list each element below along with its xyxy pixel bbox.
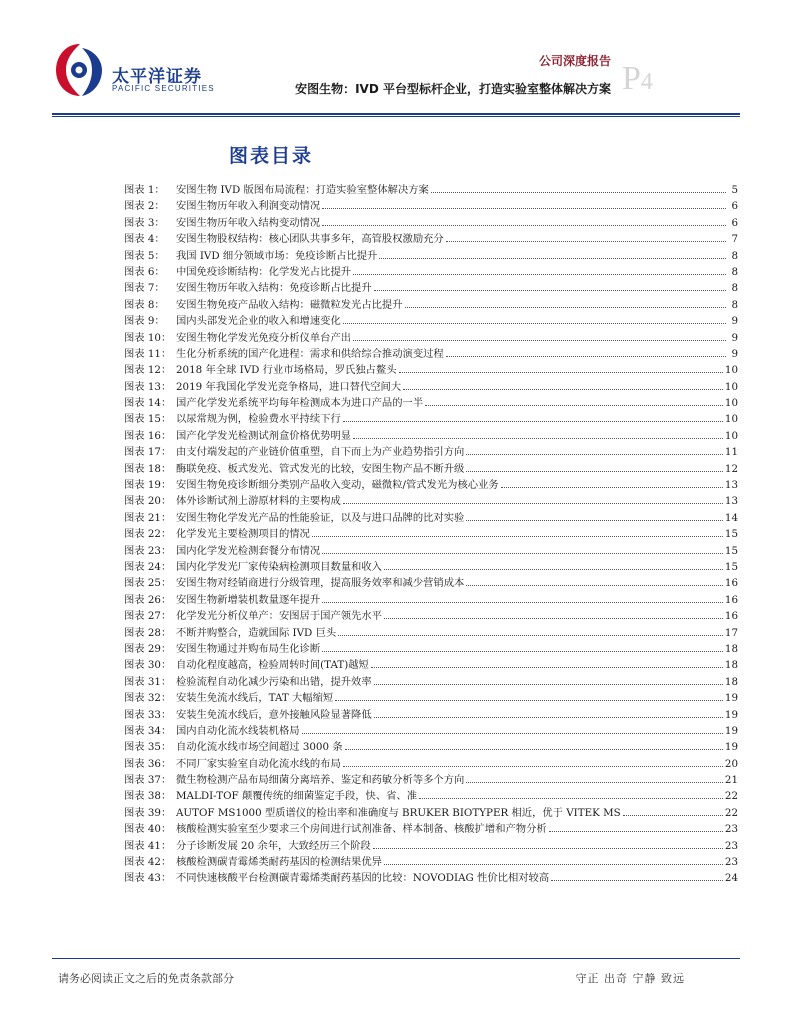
toc-entry-label: 图表 22： — [124, 528, 172, 541]
toc-entry[interactable] — [124, 805, 738, 821]
toc-entry-label: 图表 1： — [124, 184, 165, 196]
report-type-label: 公司深度报告 — [538, 54, 611, 68]
toc-entry[interactable] — [124, 297, 738, 313]
header-divider — [52, 113, 740, 115]
toc-entry-title: 核酸检测碳青霉烯类耐药基因的检测结果优异 — [176, 856, 382, 869]
toc-entry-label: 图表 31： — [124, 675, 172, 688]
toc-entry-title: 国内化学发光检测套餐分布情况 — [176, 544, 321, 557]
toc-entry-title: 安图生物免疫诊断细分类别产品收入变动，磁微粒/管式发光为核心业务 — [176, 479, 499, 492]
toc-entry-page: 15 — [724, 560, 738, 573]
toc-leader-dots — [384, 864, 723, 865]
toc-leader-dots — [405, 307, 726, 308]
toc-entry-page: 11 — [724, 446, 738, 459]
toc-entry[interactable] — [124, 526, 738, 542]
toc-entry-page: 10 — [724, 397, 738, 410]
toc-entry-page: 7 — [731, 233, 738, 246]
toc-entry[interactable] — [124, 641, 738, 657]
toc-entry-label: 图表 13： — [124, 380, 172, 393]
toc-entry-page: 23 — [724, 839, 738, 852]
toc-entry-title: 国内化学发光厂家传染病检测项目数量和收入 — [176, 560, 382, 573]
toc-entry[interactable] — [124, 870, 738, 886]
toc-entry[interactable] — [124, 215, 738, 231]
toc-leader-dots — [353, 340, 726, 341]
toc-entry[interactable] — [124, 510, 738, 526]
logo-english-name: PACIFIC SECURITIES — [112, 84, 215, 93]
toc-entry-label: 图表 39： — [124, 806, 172, 819]
toc-entry[interactable] — [124, 313, 738, 329]
toc-entry-title: 分子诊断发展 20 余年，大致经历三个阶段 — [176, 839, 371, 852]
toc-entry-label: 图表 21： — [124, 511, 172, 524]
toc-entry[interactable] — [124, 461, 738, 477]
toc-entry-title: 2019 年我国化学发光竞争格局，进口替代空间大 — [176, 380, 402, 393]
toc-entry-label: 图表 26： — [124, 593, 172, 606]
toc-entry-label: 图表 10： — [124, 331, 172, 344]
toc-entry[interactable] — [124, 362, 738, 378]
toc-entry-title: 由支付端发起的产业链价值重塑，自下而上为产业趋势指引方向 — [176, 446, 465, 459]
toc-entry-page: 18 — [724, 642, 738, 655]
toc-entry[interactable] — [124, 411, 738, 427]
toc-entry[interactable] — [124, 674, 738, 690]
toc-entry-page: 16 — [724, 593, 738, 606]
toc-entry-title: 安图生物化学发光产品的性能验证，以及与进口品牌的比对实验 — [176, 511, 465, 524]
toc-leader-dots — [343, 421, 723, 422]
toc-entry-page: 19 — [724, 708, 738, 721]
toc-entry-page: 9 — [731, 347, 738, 360]
toc-entry[interactable] — [124, 657, 738, 673]
logo-mark-icon — [52, 40, 108, 100]
toc-leader-dots — [322, 651, 723, 652]
toc-leader-dots — [466, 585, 723, 586]
toc-entry-label: 图表 14： — [124, 397, 172, 410]
toc-leader-dots — [335, 700, 723, 701]
toc-entry-page: 8 — [731, 282, 738, 295]
toc-entry-label: 图表 12： — [124, 364, 172, 377]
toc-entry-title: 以尿常规为例，检验费水平持续下行 — [176, 413, 341, 426]
toc-entry[interactable] — [124, 559, 738, 575]
toc-entry-label: 图表 5： — [124, 249, 165, 262]
toc-entry-title: 酶联免疫、板式发光、管式发光的比较，安图生物产品不断升级 — [176, 462, 465, 475]
toc-leader-dots — [419, 798, 723, 799]
toc-leader-dots — [353, 438, 723, 439]
toc-entry-label: 图表 16： — [124, 429, 172, 442]
toc-entry[interactable] — [124, 821, 738, 837]
toc-entry-page: 19 — [724, 724, 738, 737]
toc-entry[interactable] — [124, 444, 738, 460]
toc-entry-title: 安图生物股权结构：核心团队共事多年，高管股权激励充分 — [176, 233, 444, 246]
toc-entry[interactable] — [124, 543, 738, 559]
toc-leader-dots — [384, 569, 723, 570]
toc-entry-title: 国内自动化流水线装机格局 — [176, 724, 300, 737]
toc-entry[interactable] — [124, 772, 738, 788]
toc-entry-label: 图表 23： — [124, 544, 172, 557]
toc-entry-label: 图表 25： — [124, 577, 172, 590]
toc-leader-dots — [322, 602, 723, 603]
toc-entry-label: 图表 34： — [124, 724, 172, 737]
toc-leader-dots — [343, 323, 726, 324]
toc-leader-dots — [353, 274, 726, 275]
toc-entry-page: 6 — [731, 216, 738, 229]
toc-entry[interactable] — [124, 280, 738, 296]
toc-entry-label: 图表 7： — [124, 282, 165, 295]
toc-entry-title: 安图生物历年收入利润变动情况 — [176, 200, 321, 213]
toc-entry-page: 15 — [724, 528, 738, 541]
toc-entry-page: 16 — [724, 610, 738, 623]
toc-entry-label: 图表 41： — [124, 839, 172, 852]
page-letter: P — [622, 60, 641, 97]
toc-entry[interactable] — [124, 756, 738, 772]
toc-entry[interactable] — [124, 182, 738, 198]
disclaimer-note: 请务必阅读正文之后的免责条款部分 — [58, 972, 234, 985]
toc-entry-label: 图表 19： — [124, 479, 172, 492]
toc-entry-label: 图表 43： — [124, 872, 172, 885]
toc-leader-dots — [446, 356, 726, 357]
toc-entry-title: 自动化程度越高，检验周转时间(TAT)越短 — [176, 659, 369, 672]
toc-entry-page: 24 — [724, 872, 738, 885]
toc-entry[interactable] — [124, 723, 738, 739]
toc-entry[interactable] — [124, 264, 738, 280]
toc-leader-dots — [374, 684, 723, 685]
toc-entry-page: 8 — [731, 298, 738, 311]
toc-leader-dots — [466, 782, 723, 783]
toc-entry-page: 8 — [731, 249, 738, 262]
toc-leader-dots — [431, 192, 726, 193]
toc-entry-label: 图表 2： — [124, 200, 165, 213]
toc-leader-dots — [322, 208, 726, 209]
toc-entry[interactable] — [124, 592, 738, 608]
toc-entry-title: 中国免疫诊断结构：化学发光占比提升 — [176, 265, 352, 278]
toc-entry-title: 不同快速核酸平台检测碳青霉烯类耐药基因的比较：NOVODIAG 性价比相对较高 — [176, 872, 550, 885]
toc-entry-page: 22 — [724, 790, 738, 803]
toc-entry[interactable] — [124, 346, 738, 362]
toc-entry-page: 13 — [724, 495, 738, 508]
toc-entry-page: 10 — [724, 380, 738, 393]
document-title: 安图生物：IVD 平台型标杆企业，打造实验室整体解决方案 — [295, 82, 611, 96]
toc-leader-dots — [551, 880, 723, 881]
toc-entry-label: 图表 28： — [124, 626, 172, 639]
toc-leader-dots — [466, 471, 723, 472]
toc-entry-title: 核酸检测实验室至少要求三个房间进行试剂准备、样本制备、核酸扩增和产物分析 — [176, 823, 547, 836]
toc-entry[interactable] — [124, 625, 738, 641]
toc-entry-label: 图表 40： — [124, 823, 172, 836]
toc-entry[interactable] — [124, 231, 738, 247]
toc-entry-page: 16 — [724, 577, 738, 590]
toc-entry[interactable] — [124, 707, 738, 723]
toc-entry-page: 20 — [724, 757, 738, 770]
toc-entry-label: 图表 29： — [124, 642, 172, 655]
toc-entry[interactable] — [124, 428, 738, 444]
toc-entry-label: 图表 27： — [124, 610, 172, 623]
company-slogan: 守正 出奇 宁静 致远 — [575, 972, 685, 985]
toc-leader-dots — [446, 241, 726, 242]
toc-entry-label: 图表 30： — [124, 659, 172, 672]
toc-entry-page: 10 — [724, 413, 738, 426]
toc-heading: 图表目录 — [229, 145, 314, 167]
toc-entry-title: 国产化学发光系统平均每年检测成本为进口产品的一半 — [176, 397, 424, 410]
toc-entry-title: 体外诊断试剂上游原材料的主要构成 — [176, 495, 341, 508]
toc-entry[interactable] — [124, 575, 738, 591]
toc-entry-page: 8 — [731, 265, 738, 278]
toc-entry-title: 安图生物历年收入结构变动情况 — [176, 216, 321, 229]
toc-entry-label: 图表 9： — [124, 315, 165, 328]
toc-entry-label: 图表 32： — [124, 692, 172, 705]
toc-entry[interactable] — [124, 690, 738, 706]
toc-entry-page: 23 — [724, 856, 738, 869]
toc-entry-label: 图表 11： — [124, 347, 172, 360]
toc-entry-label: 图表 33： — [124, 708, 172, 721]
toc-entry-page: 18 — [724, 675, 738, 688]
toc-leader-dots — [322, 225, 726, 226]
toc-entry[interactable] — [124, 379, 738, 395]
toc-entry-page: 5 — [731, 184, 738, 196]
toc-leader-dots — [384, 618, 723, 619]
header-divider-thin — [52, 116, 740, 117]
toc-entry-label: 图表 8： — [124, 298, 165, 311]
toc-entry[interactable] — [124, 739, 738, 755]
toc-entry-title: 不同厂家实验室自动化流水线的布局 — [176, 757, 341, 770]
toc-entry-page: 6 — [731, 200, 738, 213]
toc-entry-label: 图表 37： — [124, 774, 172, 787]
toc-entry-title: 我国 IVD 细分领域市场：免疫诊断占比提升 — [176, 249, 378, 262]
toc-entry-title: 国内头部发光企业的收入和增速变化 — [176, 315, 341, 328]
toc-entry-title: 安图生物新增装机数量逐年提升 — [176, 593, 321, 606]
footer-divider — [52, 958, 740, 959]
toc-leader-dots — [403, 389, 723, 390]
toc-entry[interactable] — [124, 477, 738, 493]
toc-entry-page: 14 — [724, 511, 738, 524]
toc-entry-title: 安图生物对经销商进行分级管理，提高服务效率和减少营销成本 — [176, 577, 465, 590]
toc-entry[interactable] — [124, 854, 738, 870]
toc-entry[interactable] — [124, 608, 738, 624]
toc-entry-label: 图表 24： — [124, 560, 172, 573]
toc-leader-dots — [466, 454, 723, 455]
toc-leader-dots — [338, 635, 723, 636]
company-logo — [52, 40, 215, 100]
table-of-figures — [124, 182, 738, 887]
toc-leader-dots — [322, 553, 723, 554]
toc-entry-title: 安图生物化学发光免疫分析仪单台产出 — [176, 331, 352, 344]
toc-entry-page: 13 — [724, 479, 738, 492]
toc-entry-page: 22 — [724, 806, 738, 819]
toc-entry-label: 图表 3： — [124, 216, 165, 229]
toc-leader-dots — [549, 831, 723, 832]
toc-entry-label: 图表 42： — [124, 856, 172, 869]
toc-entry-page: 19 — [724, 692, 738, 705]
toc-entry-label: 图表 6： — [124, 265, 165, 278]
toc-entry-label: 图表 18： — [124, 462, 172, 475]
toc-entry[interactable] — [124, 788, 738, 804]
toc-entry-label: 图表 4： — [124, 233, 165, 246]
toc-entry-title: 不断并购整合，造就国际 IVD 巨头 — [176, 626, 337, 639]
toc-entry-page: 23 — [724, 823, 738, 836]
toc-entry[interactable] — [124, 330, 738, 346]
toc-leader-dots — [343, 503, 723, 504]
toc-entry-title: 安图生物历年收入结构：免疫诊断占比提升 — [176, 282, 372, 295]
toc-leader-dots — [374, 290, 726, 291]
toc-entry-page: 21 — [724, 774, 738, 787]
toc-leader-dots — [623, 815, 723, 816]
toc-entry-title: AUTOF MS1000 型质谱仪的检出率和准确度与 BRUKER BIOTYPER 相近，优于 VITEK MS — [176, 806, 621, 819]
toc-entry-label: 图表 15： — [124, 413, 172, 426]
toc-entry[interactable] — [124, 395, 738, 411]
toc-entry-title: 安图生物免疫产品收入结构：磁微粒发光占比提升 — [176, 298, 403, 311]
page-number: 4 — [640, 69, 653, 95]
toc-leader-dots — [373, 848, 723, 849]
toc-entry-page: 12 — [724, 462, 738, 475]
toc-entry-title: 化学发光分析仪单产：安图居于国产领先水平 — [176, 610, 382, 623]
toc-entry-label: 图表 20： — [124, 495, 172, 508]
toc-leader-dots — [425, 405, 723, 406]
toc-entry-label: 图表 36： — [124, 757, 172, 770]
toc-entry-label: 图表 35： — [124, 741, 172, 754]
toc-entry[interactable] — [124, 248, 738, 264]
toc-entry-title: 检验流程自动化减少污染和出错，提升效率 — [176, 675, 372, 688]
toc-leader-dots — [302, 733, 723, 734]
toc-entry-page: 10 — [724, 364, 738, 377]
toc-leader-dots — [399, 372, 723, 373]
toc-entry[interactable] — [124, 198, 738, 214]
toc-leader-dots — [466, 520, 723, 521]
toc-entry-title: 生化分析系统的国产化进程：需求和供给综合推动演变过程 — [176, 347, 444, 360]
toc-entry-page: 9 — [731, 331, 738, 344]
toc-leader-dots — [343, 766, 723, 767]
toc-leader-dots — [374, 717, 723, 718]
toc-entry-title: 自动化流水线市场空间超过 3000 条 — [176, 741, 343, 754]
toc-entry-label: 图表 17： — [124, 446, 172, 459]
toc-entry-title: 安装生免流水线后，意外接触风险显著降低 — [176, 708, 372, 721]
toc-entry-title: 2018 年全球 IVD 行业市场格局，罗氏独占鳌头 — [176, 364, 397, 377]
toc-entry[interactable] — [124, 493, 738, 509]
toc-entry-title: 微生物检测产品布局细菌分离培养、鉴定和药敏分析等多个方向 — [176, 774, 465, 787]
toc-entry-title: 国产化学发光检测试剂盒价格优势明显 — [176, 429, 352, 442]
toc-leader-dots — [371, 667, 723, 668]
toc-entry-page: 19 — [724, 741, 738, 754]
toc-entry-title: 安装生免流水线后，TAT 大幅缩短 — [176, 692, 334, 705]
logo-chinese-name: 太平洋证券 — [112, 67, 202, 87]
page-number-mark — [622, 62, 653, 99]
toc-entry-page: 15 — [724, 544, 738, 557]
toc-entry-title: 化学发光主要检测项目的情况 — [176, 528, 310, 541]
toc-entry-title: 安图生物通过并购布局生化诊断 — [176, 642, 321, 655]
toc-leader-dots — [345, 749, 723, 750]
toc-entry-page: 18 — [724, 659, 738, 672]
toc-leader-dots — [312, 536, 723, 537]
toc-entry-title: 安图生物 IVD 版图布局流程：打造实验室整体解决方案 — [176, 184, 429, 196]
toc-entry-label: 图表 38： — [124, 790, 172, 803]
toc-leader-dots — [379, 258, 726, 259]
toc-entry-title: MALDI-TOF 颠覆传统的细菌鉴定手段，快、省、准 — [176, 790, 418, 803]
toc-entry-page: 9 — [731, 315, 738, 328]
toc-entry[interactable] — [124, 838, 738, 854]
toc-entry-page: 10 — [724, 429, 738, 442]
toc-leader-dots — [501, 487, 723, 488]
toc-entry-page: 17 — [724, 626, 738, 639]
